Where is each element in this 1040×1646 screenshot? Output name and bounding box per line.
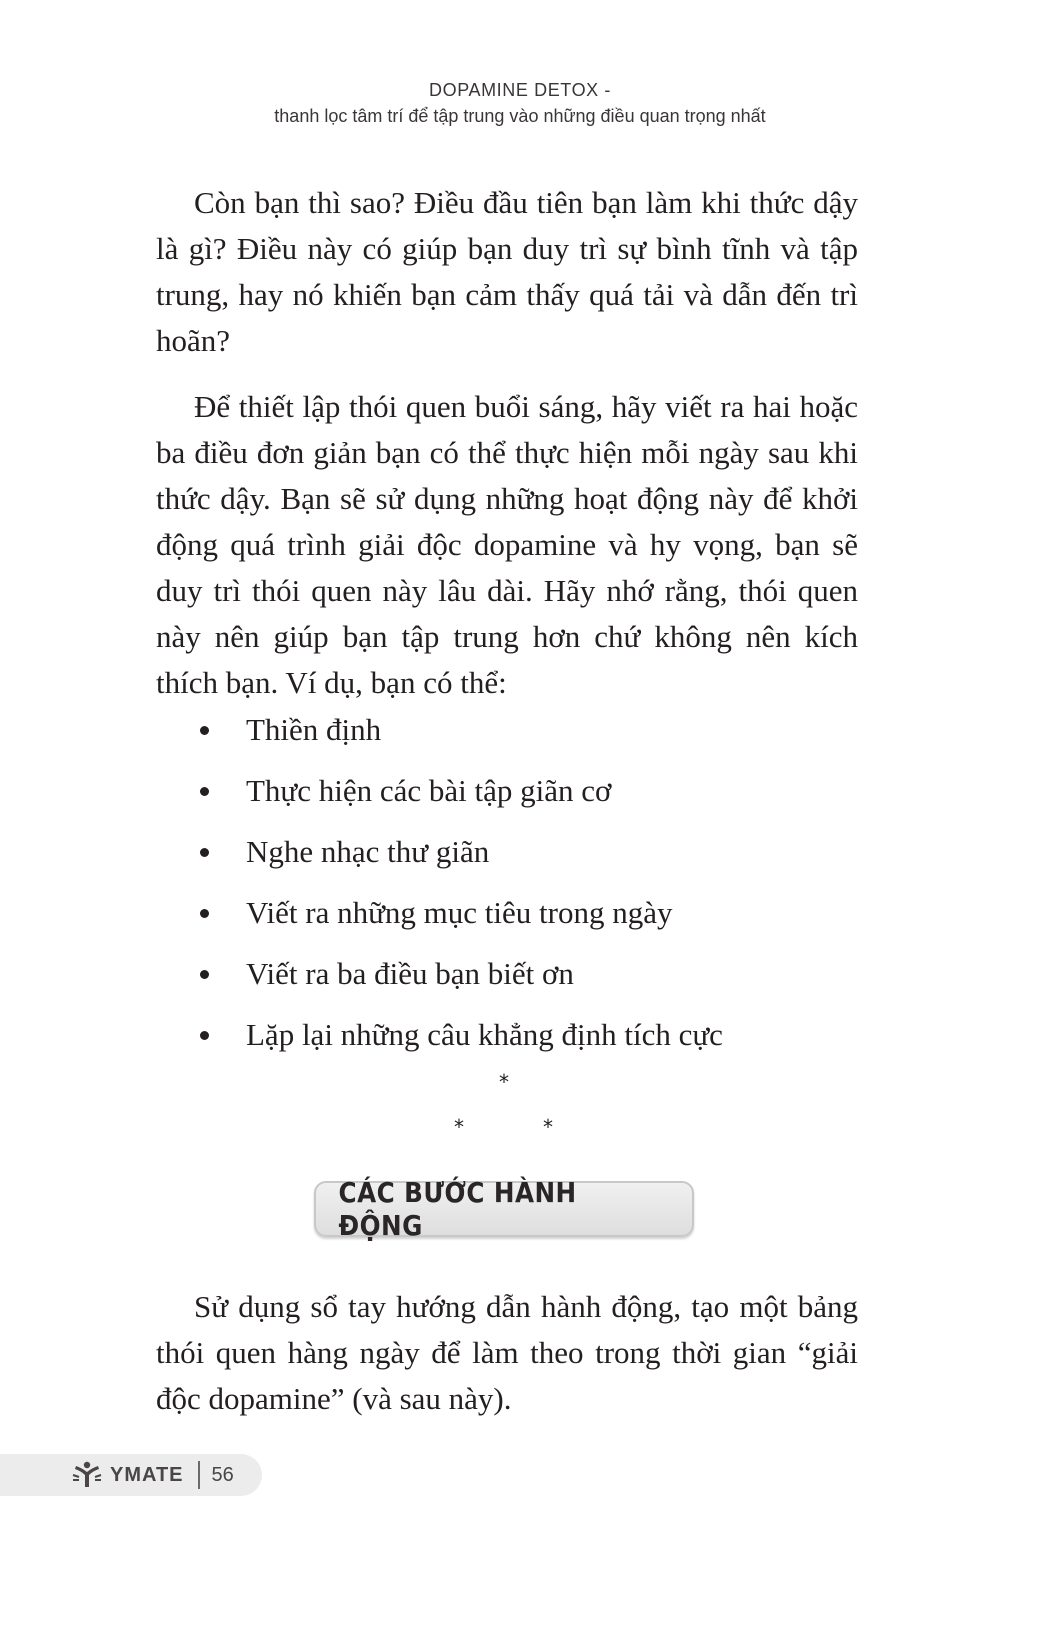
body-paragraph-1: Còn bạn thì sao? Điều đầu tiên bạn làm khi thức dậy là gì? Điều này có giúp bạn duy trì sự bình tĩnh và tập trung, hay nó khiến bạn cảm thấy quá tải và dẫn đến trì hoãn? xyxy=(156,185,858,358)
separator-star-right: * xyxy=(543,1115,553,1139)
page-footer xyxy=(0,1454,262,1496)
section-heading-box xyxy=(314,1176,694,1242)
bullet-icon xyxy=(200,787,209,796)
list-item xyxy=(156,1012,858,1073)
separator-star-top: * xyxy=(499,1070,509,1094)
list-item xyxy=(156,951,858,1012)
list-item xyxy=(156,829,858,890)
section-paragraph: Sử dụng sổ tay hướng dẫn hành động, tạo một bảng thói quen hàng ngày để làm theo trong thời gian “giải độc dopamine” (và sau này). xyxy=(156,1289,858,1416)
footer-brand: YMATE xyxy=(110,1463,184,1486)
ymate-logo-icon xyxy=(72,1460,102,1490)
bullet-icon xyxy=(200,726,209,735)
section-heading: CÁC BƯỚC HÀNH ĐỘNG xyxy=(338,1176,577,1242)
bullet-icon xyxy=(200,970,209,979)
list-item-text: Viết ra những mục tiêu trong ngày xyxy=(246,895,673,930)
body-paragraph-2: Để thiết lập thói quen buổi sáng, hãy viết ra hai hoặc ba điều đơn giản bạn có thể thực hiện mỗi ngày sau khi thức dậy. Bạn sẽ sử dụng những hoạt động này để khởi động quá trình giải độc dopamine và hy vọng, bạn sẽ duy trì thói quen này lâu dài. Hãy nhớ rằng, thói quen này nên giúp bạn tập trung hơn chứ không nên kích thích bạn. Ví dụ, bạn có thể: xyxy=(156,389,858,700)
list-item-text: Nghe nhạc thư giãn xyxy=(246,834,490,869)
running-header-title: DOPAMINE DETOX - xyxy=(429,80,611,100)
bullet-icon xyxy=(200,848,209,857)
page-number: 56 xyxy=(211,1463,234,1486)
separator-star-left: * xyxy=(454,1115,464,1139)
running-header-subtitle: thanh lọc tâm trí để tập trung vào những điều quan trọng nhất xyxy=(274,106,766,126)
list-item-text: Viết ra ba điều bạn biết ơn xyxy=(246,956,574,991)
bullet-icon xyxy=(200,909,209,918)
footer-divider xyxy=(198,1461,200,1489)
list-item-text: Thiền định xyxy=(246,712,382,747)
list-item xyxy=(156,768,858,829)
bullet-icon xyxy=(200,1031,209,1040)
list-item-text: Lặp lại những câu khẳng định tích cực xyxy=(246,1017,723,1052)
list-item-text: Thực hiện các bài tập giãn cơ xyxy=(246,773,612,808)
list-item xyxy=(156,890,858,951)
example-list xyxy=(156,707,858,1073)
list-item xyxy=(156,707,858,768)
